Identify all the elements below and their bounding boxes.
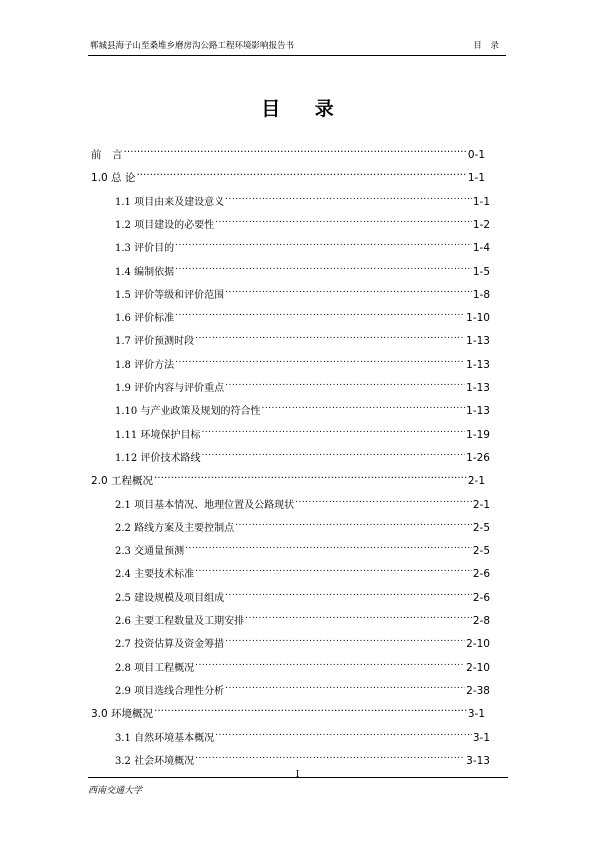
toc-entry-label: 2.3 交通量预测 xyxy=(115,546,185,557)
toc-leader-dots xyxy=(215,212,472,228)
toc-entry-label: 1.10 与产业政策及规划的符合性 xyxy=(115,406,261,417)
toc-entry[interactable] xyxy=(115,561,490,580)
toc-entry-label: 2.8 项目工程概况 xyxy=(115,663,195,674)
toc-entry-page: 2-6 xyxy=(472,592,490,604)
toc-entry[interactable] xyxy=(115,422,490,441)
toc-entry[interactable] xyxy=(115,725,490,744)
toc-entry[interactable] xyxy=(91,701,485,720)
toc-entry[interactable] xyxy=(115,305,490,324)
toc-leader-dots xyxy=(154,701,467,717)
toc-entry[interactable] xyxy=(115,585,490,604)
toc-entry-label: 1.7 评价预测时段 xyxy=(115,336,195,347)
toc-entry-label: 3.2 社会环境概况 xyxy=(115,756,195,767)
toc-entry-page: 3-1 xyxy=(472,732,490,744)
page-header xyxy=(88,40,506,56)
toc-entry-label: 2.0 工程概况 xyxy=(91,475,154,487)
toc-entry[interactable] xyxy=(115,538,490,557)
toc-entry-page: 2-6 xyxy=(472,568,490,580)
toc-entry-page: 2-5 xyxy=(472,545,490,557)
toc-leader-dots xyxy=(225,189,472,205)
toc-entry[interactable] xyxy=(115,328,490,347)
toc-entry-label: 1.5 评价等级和评价范围 xyxy=(115,290,225,301)
toc-entry-page: 1-5 xyxy=(472,266,490,278)
toc-leader-dots xyxy=(225,631,465,647)
toc-leader-dots xyxy=(201,445,465,461)
toc-entry[interactable] xyxy=(115,375,490,394)
toc-entry-page: 1-13 xyxy=(466,359,490,371)
header-section-label: 目 录 xyxy=(473,41,502,51)
toc-entry[interactable] xyxy=(115,259,490,278)
toc-entry-page: 1-10 xyxy=(466,312,490,324)
toc-leader-dots xyxy=(225,678,465,694)
toc-entry-label: 1.1 项目由来及建设意义 xyxy=(115,197,225,208)
page-number: I xyxy=(295,770,300,780)
toc-entry-label: 2.4 主要技术标准 xyxy=(115,569,195,580)
toc-entry-page: 1-8 xyxy=(472,289,490,301)
toc-entry-label: 2.7 投资估算及资金筹措 xyxy=(115,639,225,650)
page-footer xyxy=(88,777,508,796)
toc-leader-dots xyxy=(225,375,465,391)
toc-entry-page: 2-10 xyxy=(466,638,490,650)
toc-entry-label: 3.0 环境概况 xyxy=(91,708,154,720)
toc-entry[interactable] xyxy=(91,468,485,487)
toc-entry[interactable] xyxy=(115,678,490,697)
toc-leader-dots xyxy=(201,422,465,438)
toc-entry-label: 1.12 评价技术路线 xyxy=(115,453,201,464)
toc-entry[interactable] xyxy=(115,445,490,464)
toc-leader-dots xyxy=(215,725,472,741)
toc-entry-page: 1-26 xyxy=(466,452,490,464)
toc-entry[interactable] xyxy=(91,142,485,161)
toc-leader-dots xyxy=(175,259,472,275)
toc-entry-page: 0-1 xyxy=(467,149,485,161)
toc-entry[interactable] xyxy=(91,165,485,184)
toc-entry-page: 1-13 xyxy=(466,405,490,417)
toc-leader-dots xyxy=(235,515,472,531)
toc-leader-dots xyxy=(261,398,465,414)
toc-leader-dots xyxy=(154,468,467,484)
toc-entry-label: 前 言 xyxy=(91,149,123,161)
toc-entry-page: 1-13 xyxy=(466,382,490,394)
toc-leader-dots xyxy=(136,165,466,181)
toc-entry-label: 2.5 建设规模及项目组成 xyxy=(115,593,225,604)
toc-entry-page: 1-13 xyxy=(466,335,490,347)
header-document-title: 郸城县海子山至桑堆乡磨房沟公路工程环境影响报告书 xyxy=(90,41,295,51)
toc-leader-dots xyxy=(225,585,472,601)
toc-leader-dots xyxy=(185,538,472,554)
toc-entry[interactable] xyxy=(115,515,490,534)
toc-entry-label: 1.6 评价标准 xyxy=(115,313,175,324)
toc-entry-label: 3.1 自然环境基本概况 xyxy=(115,733,215,744)
toc-leader-dots xyxy=(195,655,465,671)
toc-entry-page: 3-13 xyxy=(466,755,490,767)
toc-entry-label: 2.1 项目基本情况、地理位置及公路现状 xyxy=(115,500,295,511)
toc-leader-dots xyxy=(295,492,472,508)
toc-entry-page: 1-1 xyxy=(467,172,485,184)
toc-leader-dots xyxy=(175,305,465,321)
toc-entry[interactable] xyxy=(115,631,490,650)
toc-entry-label: 2.2 路线方案及主要控制点 xyxy=(115,523,235,534)
toc-entry[interactable] xyxy=(115,608,490,627)
toc-entry[interactable] xyxy=(115,492,490,511)
toc-leader-dots xyxy=(195,561,472,577)
toc-entry-label: 2.9 项目选线合理性分析 xyxy=(115,686,225,697)
toc-entry-label: 1.2 项目建设的必要性 xyxy=(115,220,215,231)
toc-leader-dots xyxy=(175,352,465,368)
toc-entry-page: 3-1 xyxy=(467,708,485,720)
toc-entry-page: 2-1 xyxy=(467,475,485,487)
toc-entry[interactable] xyxy=(115,212,490,231)
toc-leader-dots xyxy=(225,282,472,298)
toc-entry[interactable] xyxy=(115,748,490,767)
toc-entry-page: 1-1 xyxy=(472,196,490,208)
toc-entry-page: 1-4 xyxy=(472,242,490,254)
toc-entry[interactable] xyxy=(115,655,490,674)
toc-entry-label: 1.3 评价目的 xyxy=(115,243,175,254)
toc-entry-label: 1.9 评价内容与评价重点 xyxy=(115,383,225,394)
toc-leader-dots xyxy=(245,608,472,624)
toc-entry[interactable] xyxy=(115,189,490,208)
toc-leader-dots xyxy=(195,748,465,764)
toc-entry-label: 2.6 主要工程数量及工期安排 xyxy=(115,616,245,627)
page-title: 目 录 xyxy=(261,98,348,120)
toc-entry-page: 1-2 xyxy=(472,219,490,231)
toc-entry-label: 1.11 环境保护目标 xyxy=(115,430,201,441)
toc-entry-label: 1.0 总 论 xyxy=(91,172,136,184)
toc-entry-page: 2-8 xyxy=(472,615,490,627)
toc-entry[interactable] xyxy=(115,235,490,254)
toc-entry-label: 1.8 评价方法 xyxy=(115,360,175,371)
toc-entry-page: 1-19 xyxy=(466,429,490,441)
toc-entry-page: 2-10 xyxy=(466,662,490,674)
toc-entry[interactable] xyxy=(115,282,490,301)
toc-entry-page: 2-5 xyxy=(472,522,490,534)
toc-entry[interactable] xyxy=(115,398,490,417)
toc-leader-dots xyxy=(195,328,465,344)
footer-institution: 西南交通大学 xyxy=(88,786,143,796)
toc-entry[interactable] xyxy=(115,352,490,371)
toc-leader-dots xyxy=(124,142,467,158)
toc-entry-page: 2-1 xyxy=(472,499,490,511)
toc-entry-page: 2-38 xyxy=(466,685,490,697)
toc-leader-dots xyxy=(175,235,472,251)
toc-entry-label: 1.4 编制依据 xyxy=(115,267,175,278)
